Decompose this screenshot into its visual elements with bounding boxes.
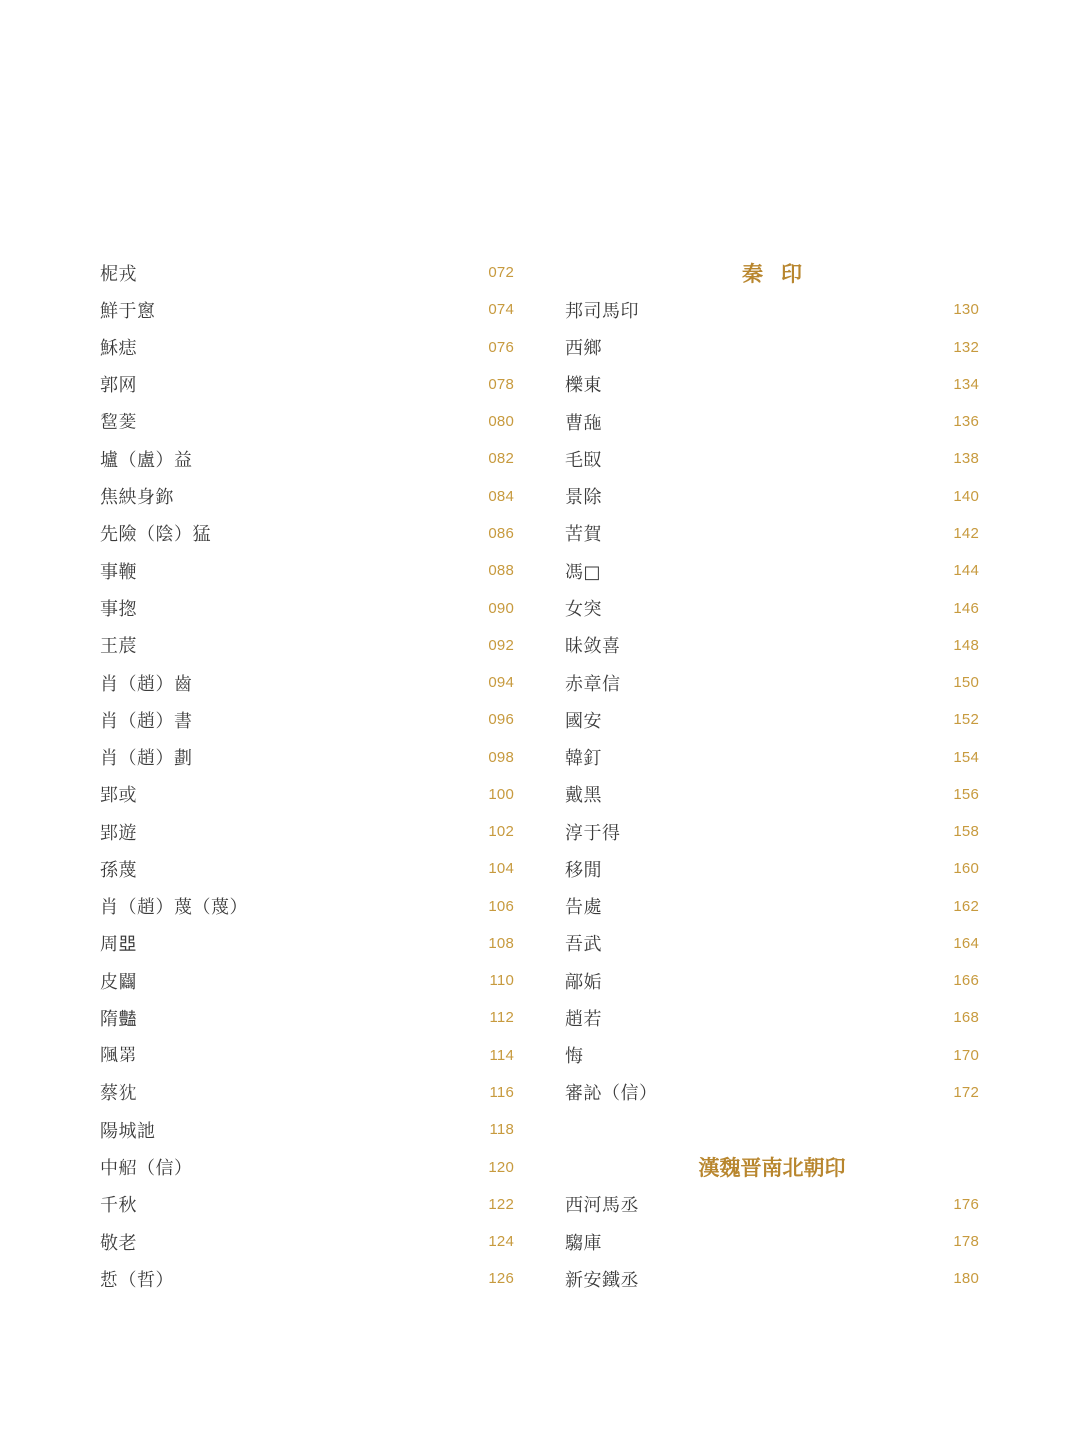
toc-entry[interactable] xyxy=(100,701,514,738)
toc-entry[interactable] xyxy=(100,254,514,291)
toc-entry[interactable] xyxy=(565,329,979,366)
entry-page-number: 166 xyxy=(953,972,979,990)
entry-page-number: 112 xyxy=(489,1009,514,1027)
entry-title: 郢或 xyxy=(100,785,137,807)
toc-entry[interactable] xyxy=(565,813,979,850)
entry-page-number: 168 xyxy=(953,1009,979,1027)
entry-title: 肖（趙）蔑（蔑） xyxy=(100,897,248,919)
entry-page-number: 158 xyxy=(953,823,979,841)
entry-page-number: 140 xyxy=(953,487,979,505)
entry-page-number: 146 xyxy=(953,599,979,617)
entry-title: 穌痣 xyxy=(100,338,137,360)
entry-title: 壚（盧）益 xyxy=(100,449,193,471)
entry-page-number: 100 xyxy=(488,785,514,803)
entry-page-number: 102 xyxy=(488,823,514,841)
entry-page-number: 126 xyxy=(488,1270,514,1288)
entry-title: 馮□ xyxy=(565,561,602,583)
toc-entry[interactable] xyxy=(100,850,514,887)
entry-title: 皮𨷻 xyxy=(100,971,137,993)
entry-title: 敬老 xyxy=(100,1232,137,1254)
entry-title: 苦賀 xyxy=(565,524,602,546)
entry-page-number: 082 xyxy=(488,450,514,468)
toc-entry[interactable] xyxy=(565,627,979,664)
toc-entry[interactable] xyxy=(100,589,514,626)
section-spacer xyxy=(565,1111,979,1148)
entry-title: 昧敛喜 xyxy=(565,636,621,658)
toc-left-column xyxy=(100,254,514,1297)
entry-title: 櫟東 xyxy=(565,375,602,397)
entry-title: 吾武 xyxy=(565,934,602,956)
entry-title: 韓釘 xyxy=(565,748,602,770)
entry-page-number: 092 xyxy=(488,636,514,654)
entry-page-number: 090 xyxy=(488,599,514,617)
entry-title: 焦紻身鉨 xyxy=(100,487,174,509)
entry-title: 肖（趙）齒 xyxy=(100,673,193,695)
entry-page-number: 144 xyxy=(953,562,979,580)
entry-title: 千秋 xyxy=(100,1195,137,1217)
entry-page-number: 078 xyxy=(488,375,514,393)
toc-entry[interactable] xyxy=(565,589,979,626)
entry-title: 周𠁁 xyxy=(100,934,137,956)
entry-title: 悔 xyxy=(565,1046,584,1068)
entry-title: 蔡𤜴 xyxy=(100,1083,137,1105)
toc-entry[interactable] xyxy=(100,776,514,813)
entry-page-number: 134 xyxy=(953,375,979,393)
toc-entry[interactable] xyxy=(565,1223,979,1260)
toc-entry[interactable] xyxy=(100,478,514,515)
toc-entry[interactable] xyxy=(100,962,514,999)
entry-page-number: 084 xyxy=(488,487,514,505)
entry-page-number: 172 xyxy=(953,1083,979,1101)
entry-page-number: 156 xyxy=(953,785,979,803)
toc-entry[interactable] xyxy=(100,813,514,850)
entry-page-number: 130 xyxy=(953,301,979,319)
toc-entry[interactable] xyxy=(565,738,979,775)
entry-page-number: 142 xyxy=(953,524,979,542)
toc-entry[interactable] xyxy=(100,515,514,552)
toc-entry[interactable] xyxy=(100,291,514,328)
toc-right-column xyxy=(565,254,979,1297)
entry-title: 審訫（信） xyxy=(565,1083,658,1105)
entry-page-number: 072 xyxy=(488,264,514,282)
entry-title: 郭网 xyxy=(100,375,137,397)
toc-entry[interactable] xyxy=(100,366,514,403)
toc-entry[interactable] xyxy=(565,1037,979,1074)
entry-title: 柅戎 xyxy=(100,263,137,285)
entry-page-number: 122 xyxy=(488,1195,514,1213)
entry-page-number: 118 xyxy=(489,1121,514,1139)
toc-entry[interactable] xyxy=(100,1148,514,1185)
entry-page-number: 074 xyxy=(488,301,514,319)
entry-title: 騶庫 xyxy=(565,1232,602,1254)
entry-page-number: 132 xyxy=(953,338,979,356)
toc-entry[interactable] xyxy=(565,1074,979,1111)
entry-page-number: 180 xyxy=(953,1270,979,1288)
toc-entry[interactable] xyxy=(565,1260,979,1297)
entry-page-number: 164 xyxy=(953,934,979,952)
toc-entry[interactable] xyxy=(565,366,979,403)
entry-page-number: 076 xyxy=(488,338,514,356)
toc-entry[interactable] xyxy=(100,925,514,962)
toc-entry[interactable] xyxy=(565,850,979,887)
toc-entry[interactable] xyxy=(100,664,514,701)
entry-title: 景除 xyxy=(565,487,602,509)
entry-title: 國安 xyxy=(565,710,602,732)
toc-entry[interactable] xyxy=(565,962,979,999)
toc-entry[interactable] xyxy=(100,999,514,1036)
toc-entry[interactable] xyxy=(100,738,514,775)
entry-page-number: 120 xyxy=(488,1158,514,1176)
entry-title: 趙若 xyxy=(565,1008,602,1030)
entry-title: 𨺢罤 xyxy=(100,1045,137,1067)
toc-entry[interactable] xyxy=(565,925,979,962)
entry-title: 陽城訑 xyxy=(100,1120,156,1142)
entry-page-number: 136 xyxy=(953,413,979,431)
entry-page-number: 160 xyxy=(953,860,979,878)
entry-title: 隋𧰟 xyxy=(100,1008,137,1030)
entry-title: 肖（趙）劃 xyxy=(100,748,193,770)
toc-entry[interactable] xyxy=(100,552,514,589)
entry-title: 鮮于窻 xyxy=(100,300,156,322)
entry-title: 郢遊 xyxy=(100,822,137,844)
entry-title: 鄗姤 xyxy=(565,971,602,993)
toc-entry[interactable] xyxy=(100,1037,514,1074)
entry-page-number: 170 xyxy=(953,1046,979,1064)
entry-page-number: 116 xyxy=(489,1083,514,1101)
entry-page-number: 124 xyxy=(488,1233,514,1251)
entry-title: 王莀 xyxy=(100,636,137,658)
entry-title: 女突 xyxy=(565,599,602,621)
entry-page-number: 096 xyxy=(488,711,514,729)
entry-title: 戴黑 xyxy=(565,785,602,807)
entry-title: 西鄉 xyxy=(565,338,602,360)
toc-entry[interactable] xyxy=(565,515,979,552)
entry-title: 中𦨣（信） xyxy=(100,1158,193,1179)
toc-entry[interactable] xyxy=(565,440,979,477)
entry-title: 肖（趙）書 xyxy=(100,710,193,732)
entry-page-number: 088 xyxy=(488,562,514,580)
toc-entry[interactable] xyxy=(100,1074,514,1111)
entry-title: 孫蔑 xyxy=(100,859,137,881)
toc-entry[interactable] xyxy=(100,888,514,925)
entry-page-number: 152 xyxy=(953,711,979,729)
entry-page-number: 098 xyxy=(488,748,514,766)
entry-title: 曹𦧓 xyxy=(565,412,602,434)
toc-entry[interactable] xyxy=(565,478,979,515)
entry-page-number: 104 xyxy=(488,860,514,878)
entry-title: 西河馬丞 xyxy=(565,1195,639,1217)
toc-entry[interactable] xyxy=(100,1111,514,1148)
toc-entry[interactable] xyxy=(100,403,514,440)
entry-page-number: 108 xyxy=(488,934,514,952)
entry-title: 悊（哲） xyxy=(100,1269,174,1291)
toc-entry[interactable] xyxy=(565,776,979,813)
section-heading-qin-seals: 秦印 xyxy=(742,260,820,286)
toc-entry[interactable] xyxy=(100,1223,514,1260)
entry-title: 𨛫蓌 xyxy=(100,411,137,433)
toc-entry[interactable] xyxy=(565,888,979,925)
entry-title: 移閒 xyxy=(565,859,602,881)
entry-title: 毛臤 xyxy=(565,449,602,471)
toc-entry[interactable] xyxy=(565,403,979,440)
entry-page-number: 138 xyxy=(953,450,979,468)
toc-entry[interactable] xyxy=(565,291,979,328)
entry-page-number: 094 xyxy=(488,674,514,692)
toc-entry[interactable] xyxy=(100,627,514,664)
toc-entry[interactable] xyxy=(565,701,979,738)
entry-page-number: 110 xyxy=(489,972,514,990)
entry-page-number: 148 xyxy=(953,636,979,654)
toc-entry[interactable] xyxy=(100,329,514,366)
entry-page-number: 106 xyxy=(488,897,514,915)
entry-title: 淳于得 xyxy=(565,822,621,844)
entry-page-number: 086 xyxy=(488,524,514,542)
toc-entry[interactable] xyxy=(100,1186,514,1223)
entry-title: 事鞭 xyxy=(100,561,137,583)
entry-page-number: 162 xyxy=(953,897,979,915)
entry-page-number: 154 xyxy=(953,748,979,766)
entry-title: 赤章信 xyxy=(565,673,621,695)
entry-title: 事揔 xyxy=(100,599,137,621)
toc-entry[interactable] xyxy=(565,1186,979,1223)
toc-entry[interactable] xyxy=(100,440,514,477)
entry-page-number: 178 xyxy=(953,1233,979,1251)
entry-page-number: 114 xyxy=(489,1046,514,1064)
entry-page-number: 176 xyxy=(953,1195,979,1213)
section-heading-han-wei-jin-seals: 漢魏晋南北朝印 xyxy=(698,1155,846,1180)
toc-entry[interactable] xyxy=(100,1260,514,1297)
entry-title: 先險（陰）猛 xyxy=(100,524,211,546)
entry-page-number: 080 xyxy=(488,413,514,431)
entry-title: 邦司馬印 xyxy=(565,300,639,322)
entry-title: 告處 xyxy=(565,897,602,919)
toc-entry[interactable] xyxy=(565,552,979,589)
entry-title: 新安鐵丞 xyxy=(565,1269,639,1291)
toc-entry[interactable] xyxy=(565,999,979,1036)
toc-entry[interactable] xyxy=(565,664,979,701)
entry-page-number: 150 xyxy=(953,674,979,692)
